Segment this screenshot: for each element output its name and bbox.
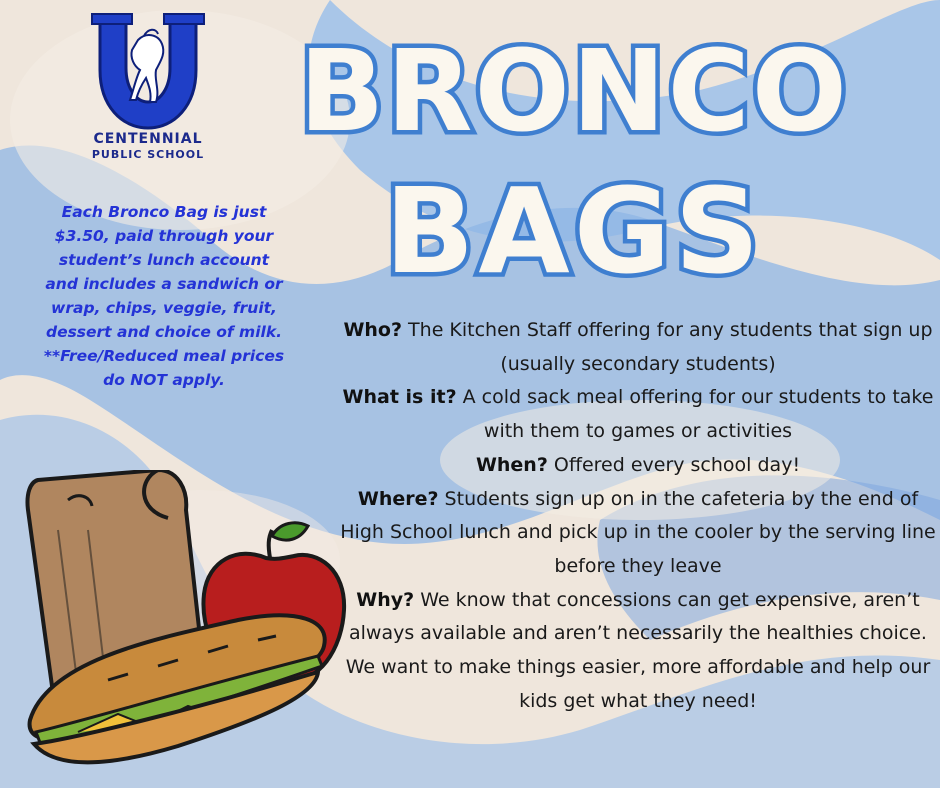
- price-line: and includes a sandwich or: [45, 275, 283, 293]
- price-info: [14, 200, 314, 392]
- why-text: We know that concessions can get expensive, aren’t always available and aren’t necessarily the healthies choice. We want to make things easier, more affordable and help our kids get what they need!: [345, 588, 931, 712]
- lunch-illustration: [18, 470, 348, 784]
- horseshoe-bronco-icon: [86, 10, 210, 132]
- where-label: Where?: [357, 487, 439, 510]
- when-paragraph: [338, 449, 938, 483]
- price-line: wrap, chips, veggie, fruit,: [51, 299, 277, 317]
- price-line: do NOT apply.: [103, 371, 225, 389]
- school-name: [78, 132, 218, 162]
- who-paragraph: [338, 314, 938, 381]
- school-logo: [78, 10, 218, 170]
- why-label: Why?: [356, 588, 415, 611]
- where-text: Students sign up on in the cafeteria by the end of High School lunch and pick up in the cooler by the serving line before they leave: [340, 487, 936, 577]
- where-paragraph: [338, 483, 938, 584]
- title-line2: BAGS: [384, 162, 764, 292]
- what-paragraph: [338, 381, 938, 448]
- price-line: $3.50, paid through your: [54, 227, 274, 245]
- price-line: dessert and choice of milk.: [45, 323, 283, 341]
- price-line: **Free/Reduced meal prices: [43, 347, 285, 365]
- price-line: Each Bronco Bag is just: [61, 203, 267, 221]
- page-title: [290, 22, 930, 292]
- who-text: The Kitchen Staff offering for any students that sign up (usually secondary students): [402, 319, 933, 375]
- what-text: A cold sack meal offering for our students to take with them to games or activities: [456, 386, 934, 443]
- school-name-line1: CENTENNIAL: [93, 131, 203, 147]
- title-line1: BRONCO: [299, 27, 849, 157]
- when-label: When?: [475, 453, 548, 476]
- what-label: What is it?: [342, 386, 457, 409]
- school-name-line2: PUBLIC SCHOOL: [91, 148, 205, 161]
- who-label: Who?: [343, 319, 402, 341]
- why-paragraph: [338, 584, 938, 719]
- info-block: [338, 314, 938, 718]
- when-text: Offered every school day!: [547, 453, 801, 476]
- price-line: student’s lunch account: [58, 251, 270, 269]
